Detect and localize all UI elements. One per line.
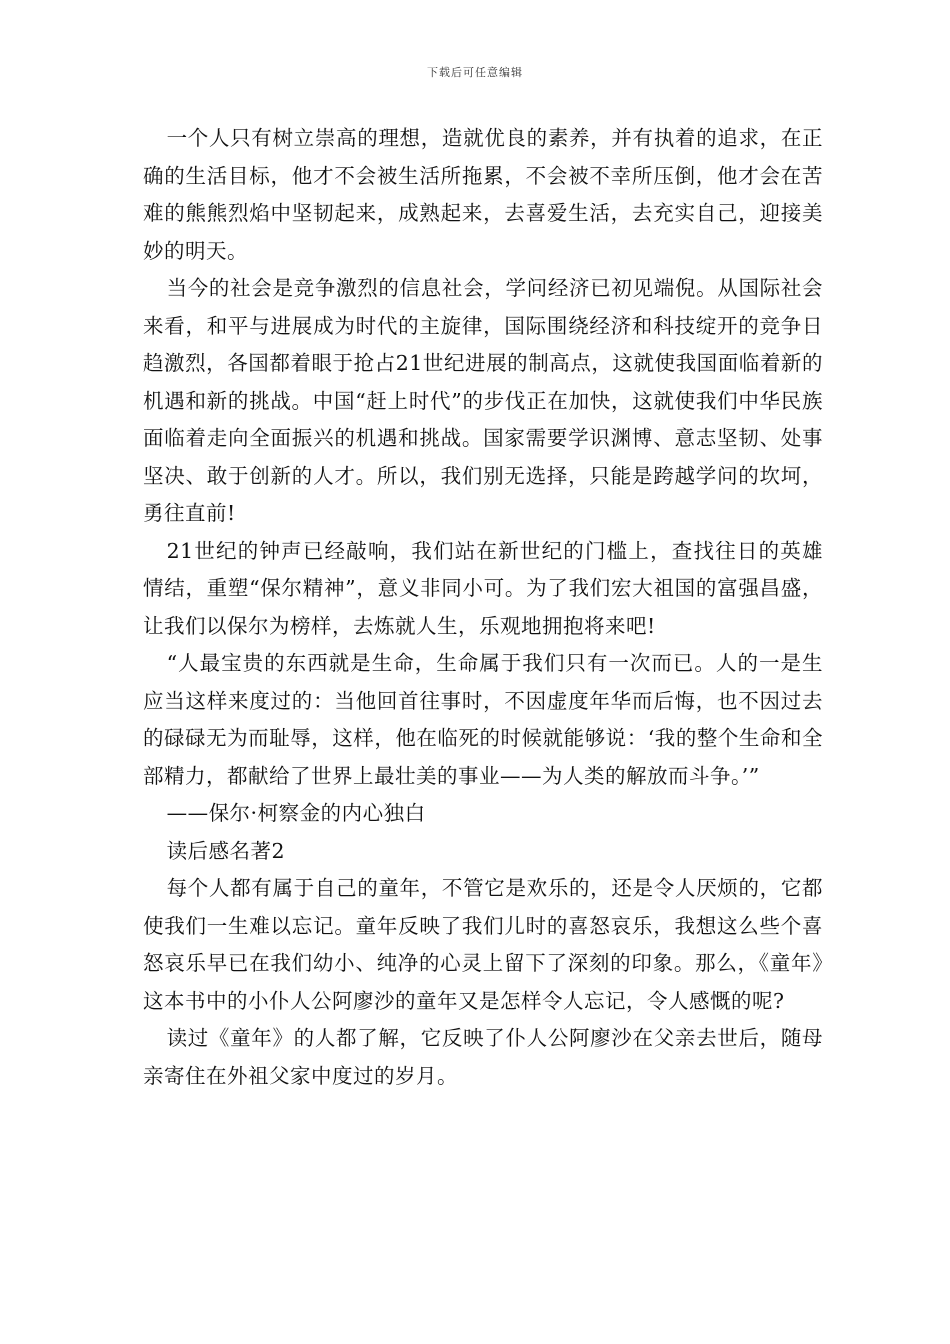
paragraph-ideal: 一个人只有树立崇高的理想，造就优良的素养，并有执着的追求，在正确的生活目标，他才不会被生活所拖累，不会被不幸所压倒，他才会在苦难的熊熊烈焰中坚韧起来，成熟起来，去喜爱生活，去充实自己，迎接美妙的明天。 — [143, 126, 823, 263]
section-title: 读后感名著2 — [166, 838, 286, 863]
paragraph-childhood: 每个人都有属于自己的童年，不管它是欢乐的，还是令人厌烦的，它都使我们一生难以忘记。童年反映了我们儿时的喜怒哀乐，我想这么些个喜怒哀乐早已在我们幼小、纯净的心灵上留下了深刻的印象。那么，《童年》这本书中的小仆人公阿廖沙的童年又是怎样令人忘记，令人感慨的呢? — [143, 876, 823, 1013]
document-body — [143, 120, 823, 1095]
paragraph-21st-century: 21世纪的钟声已经敲响，我们站在新世纪的门槛上，查找往日的英雄情结，重塑“保尔精神”，意义非同小可。为了我们宏大祖国的富强昌盛，让我们以保尔为榜样，去炼就人生，乐观地拥抱将来吧! — [143, 538, 823, 638]
page-header: 下载后可任意编辑 — [427, 66, 523, 79]
paragraph-quote: “人最宝贵的东西就是生命，生命属于我们只有一次而已。人的一是生应当这样来度过的：当他回首往事时，不因虚度年华而后悔，也不因过去的碌碌无为而耻辱，这样，他在临死的时候就能够说：‘我的整个生命和全部精力，都献给了世界上最壮美的事业——为人类的解放而斗争。’” — [143, 651, 823, 788]
quote-attribution: ——保尔·柯察金的内心独白 — [166, 801, 426, 825]
paragraph-childhood-reading: 读过《童年》的人都了解，它反映了仆人公阿廖沙在父亲去世后，随母亲寄住在外祖父家中度过的岁月。 — [143, 1026, 823, 1088]
paragraph-society: 当今的社会是竞争激烈的信息社会，学问经济已初见端倪。从国际社会来看，和平与进展成为时代的主旋律，国际围绕经济和科技绽开的竞争日趋激烈，各国都着眼于抢占21世纪进展的制高点，这就使我国面临着新的机遇和新的挑战。中国“赶上时代”的步伐正在加快，这就使我们中华民族面临着走向全面振兴的机遇和挑战。国家需要学识渊博、意志坚韧、处事坚决、敢于创新的人才。所以，我们别无选择，只能是跨越学问的坎坷，勇往直前! — [143, 276, 823, 525]
